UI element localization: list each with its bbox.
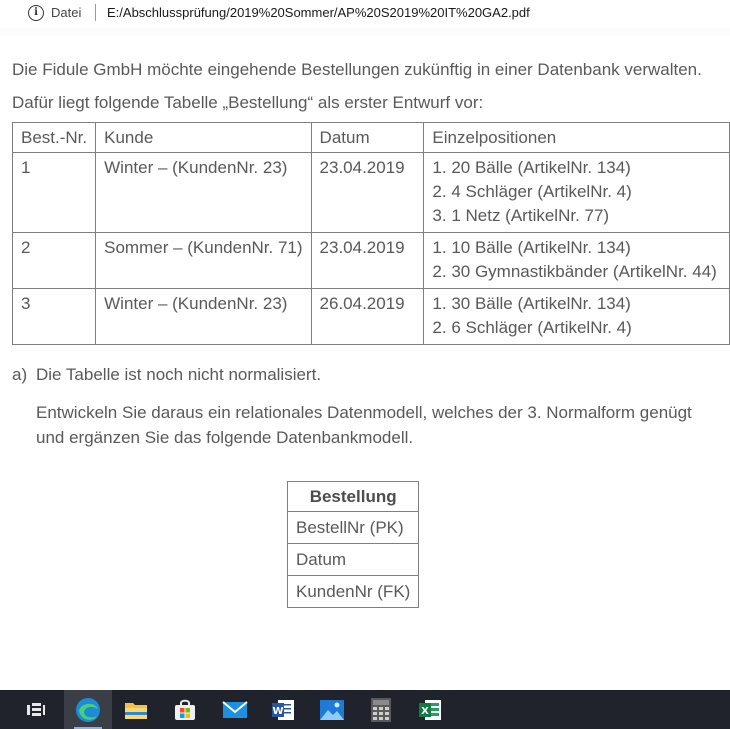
store-icon[interactable] [161,690,209,729]
excel-icon[interactable] [406,690,454,729]
task-view-icon[interactable] [12,690,60,729]
intro-line-1: Die Fidule GmbH möchte eingehende Bestellungen zukünftig in einer Datenbank verwalten. [12,60,702,79]
cell-kunde: Winter – (KundenNr. 23) [96,289,311,345]
table-header-row [13,123,730,153]
table-row [13,233,730,289]
task-a [12,365,321,385]
entity-bestellung [287,481,419,608]
entity-field: KundenNr (FK) [288,576,419,608]
position-line: 3. 1 Netz (ArtikelNr. 77) [432,206,610,225]
cell-nr: 3 [13,289,96,345]
header-cell: Kunde [96,123,311,153]
info-icon[interactable]: i [28,5,44,21]
separator [95,4,96,21]
svg-text:W: W [272,705,284,717]
cell-nr: 2 [13,233,96,289]
file-explorer-icon[interactable] [112,690,160,729]
cell-nr: 1 [13,153,96,233]
entity-field: BestellNr (PK) [288,512,419,544]
order-table [12,122,730,345]
mail-icon[interactable] [211,690,259,729]
cell-datum: 26.04.2019 [311,289,424,345]
task-description [36,400,692,450]
taskbar [0,690,730,729]
cell-positionen [424,153,730,233]
task-line-1: Die Tabelle ist noch nicht normalisiert. [36,365,322,384]
svg-text:X: X [421,705,429,717]
word-icon[interactable] [259,690,307,729]
cell-kunde: Winter – (KundenNr. 23) [96,153,311,233]
address-bar[interactable] [0,0,730,29]
photos-icon[interactable] [308,690,356,729]
scheme-label: Datei [51,5,82,20]
position-line: 1. 20 Bälle (ArtikelNr. 134) [432,158,631,177]
position-line: 1. 10 Bälle (ArtikelNr. 134) [432,238,631,257]
table-row [13,289,730,345]
position-line: 2. 30 Gymnastikbänder (ArtikelNr. 44) [432,262,717,281]
cell-positionen [424,289,730,345]
task-line-2: Entwickeln Sie daraus ein relationales Datenmodell, welches der 3. Normalform genügt [36,403,692,422]
intro-line-2: Dafür liegt folgende Tabelle „Bestellung“ als erster Entwurf vor: [12,93,484,112]
pdf-page [0,35,730,690]
url-text[interactable]: E:/Abschlussprüfung/2019%20Sommer/AP%20S2019%20IT%20GA2.pdf [107,5,530,20]
cell-kunde: Sommer – (KundenNr. 71) [96,233,311,289]
header-cell: Datum [311,123,424,153]
cut-off-heading-fragment [0,28,730,35]
edge-icon[interactable] [64,690,112,729]
position-line: 2. 6 Schläger (ArtikelNr. 4) [432,318,632,337]
header-cell: Einzelpositionen [424,123,730,153]
cell-datum: 23.04.2019 [311,233,424,289]
entity-field: Datum [288,544,419,576]
calculator-icon[interactable] [357,690,405,729]
position-line: 2. 4 Schläger (ArtikelNr. 4) [432,182,632,201]
header-cell: Best.-Nr. [13,123,96,153]
task-line-3: und ergänzen Sie das folgende Datenbankmodell. [36,428,414,447]
task-label: a) [12,365,28,384]
table-row [13,153,730,233]
cell-positionen [424,233,730,289]
cell-datum: 23.04.2019 [311,153,424,233]
entity-title: Bestellung [288,482,419,512]
position-line: 1. 30 Bälle (ArtikelNr. 134) [432,294,631,313]
